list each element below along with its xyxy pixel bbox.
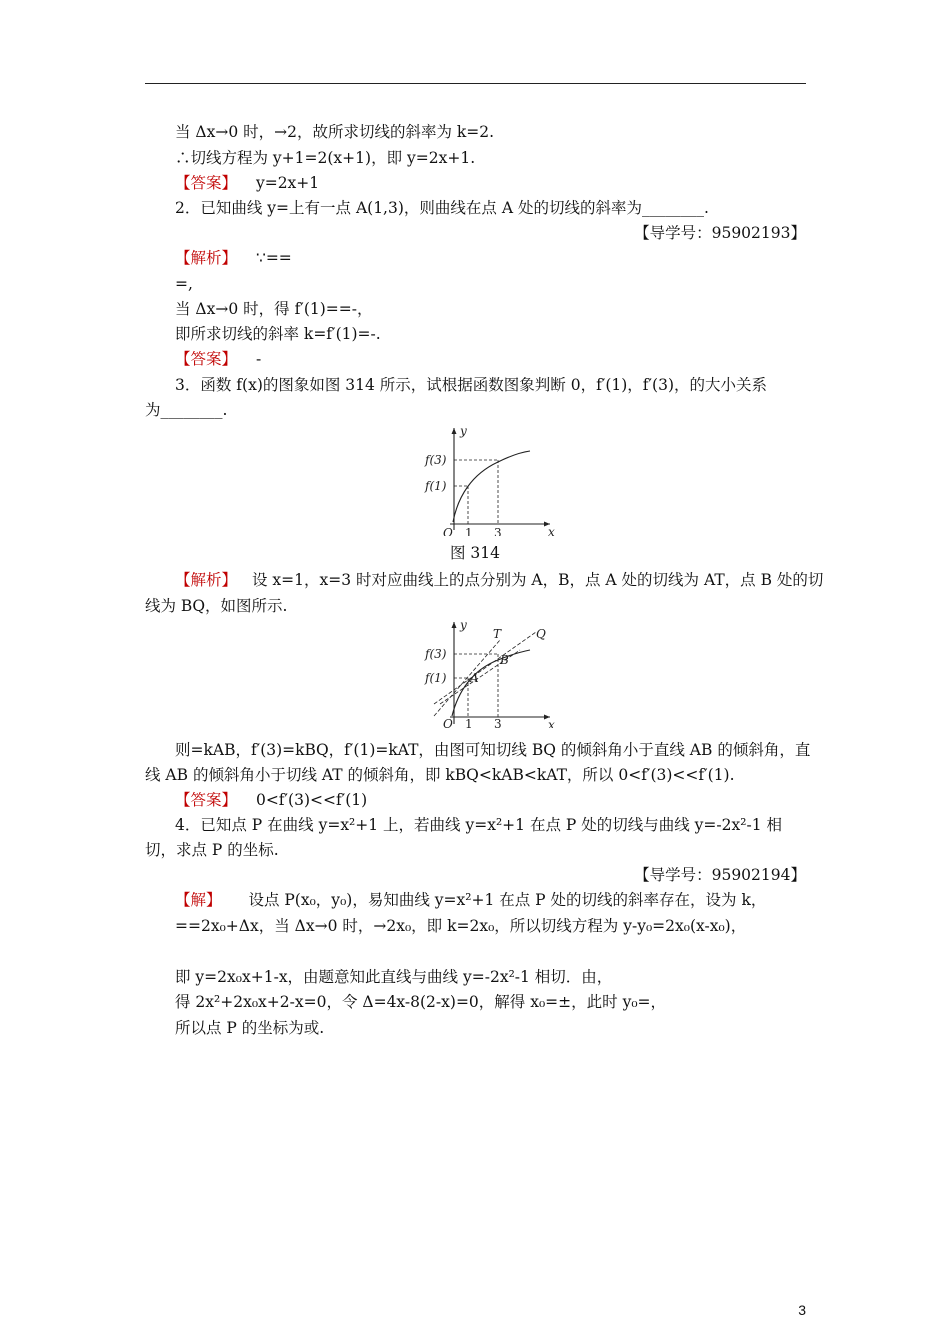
point-A-label: A [470,671,479,685]
f3-label: f(3) [425,647,447,661]
line-16: 线 AB 的倾斜角小于切线 AT 的倾斜角，即 kBQ<kAB<kAT，所以 0<f′(3)<<f′(1). [145,766,735,784]
solution-4 [175,890,766,910]
y-axis-label: y [460,424,467,438]
point-T-label: T [493,627,502,641]
question-4: 4．已知点 P 在曲线 y=x²+1 上，若曲线 y=x²+1 在点 P 处的切线与曲线 y=-2x²-1 相 [175,816,782,834]
answer-tag: 【答案】 [175,174,238,192]
line-1: 当 Δx→0 时，→2，故所求切线的斜率为 k=2. [175,123,495,141]
x-axis-label: x [548,525,555,536]
origin-label: O [443,526,453,536]
line-14: 线为 BQ，如图所示. [145,597,288,615]
f3-label: f(3) [425,453,447,467]
question-3-cont: 为________. [145,401,228,419]
answer-tag: 【答案】 [175,350,238,368]
question-3: 3．函数 f(x)的图象如图 314 所示，试根据函数图象判断 0，f′(1)，f′(3)，的大小关系 [175,376,768,394]
point-Q-label: Q [536,627,546,641]
header-rule [145,83,806,84]
analysis-text: ∵== [255,249,292,267]
function-curve [453,451,530,522]
analysis-tag: 【解析】 [175,571,238,589]
solution-tag: 【解】 [175,891,222,909]
f1-label: f(1) [425,671,447,685]
tick-3: 3 [494,717,502,728]
answer-text: 0<f′(3)<<f′(1) [255,791,368,809]
analysis-text: 设 x=1，x=3 时对应曲线上的点分别为 A，B，点 A 处的切线为 AT，点 B 处的切 [251,571,824,589]
y-axis-arrow [452,622,457,628]
figure-caption: 图 314 [449,544,500,562]
question-2: 2．已知曲线 y=上有一点 A(1,3)，则曲线在点 A 处的切线的斜率为________. [175,199,709,217]
solution-text: 设点 P(x₀，y₀)，易知曲线 y=x²+1 在点 P 处的切线的斜率存在，设为 k， [248,891,767,909]
line-24: 得 2x²+2x₀x+2-x=0，令 Δ=4x-8(2-x)=0，解得 x₀=±，此时 y₀=， [175,993,667,1011]
y-axis-label: y [460,618,467,632]
guide-number-2: 【导学号：95902194】 [634,866,806,884]
y-axis-arrow [452,428,457,434]
tangent-BQ [434,632,536,704]
answer-2 [175,349,261,369]
line-25: 所以点 P 的坐标为或. [175,1019,325,1037]
analysis-tag: 【解析】 [175,249,238,267]
answer-tag: 【答案】 [175,791,238,809]
page-number: 3 [798,1302,806,1318]
answer-text: y=2x+1 [255,174,320,192]
f1-label: f(1) [425,479,447,493]
origin-label: O [443,717,453,728]
line-7: =, [175,275,193,293]
figure-tangents [420,618,560,728]
line-9: 即所求切线的斜率 k=f′(1)=-. [175,325,381,343]
analysis-3 [175,570,823,590]
answer-1 [175,173,319,193]
line-15: 则=kAB，f′(3)=kBQ，f′(1)=kAT，由图可知切线 BQ 的倾斜角小于直线 AB 的倾斜角，直 [175,741,811,759]
tick-3: 3 [494,526,502,536]
figure-314 [420,424,560,536]
x-axis-label: x [548,718,555,728]
point-B-label: B [500,653,509,667]
guide-number-1: 【导学号：95902193】 [634,224,806,242]
line-2: ∴切线方程为 y+1=2(x+1)，即 y=2x+1. [175,149,476,167]
question-4-cont: 切，求点 P 的坐标. [145,841,279,859]
tick-1: 1 [465,526,473,536]
line-8: 当 Δx→0 时，得 f′(1)==-， [175,300,373,318]
line-22: ==2x₀+Δx，当 Δx→0 时，→2x₀，即 k=2x₀，所以切线方程为 y-y₀=2x₀(x-x₀)， [175,917,747,935]
answer-text: - [255,350,262,368]
analysis-2 [175,248,292,268]
answer-3 [175,790,367,810]
tick-1: 1 [465,717,473,728]
line-23: 即 y=2x₀x+1-x，由题意知此直线与曲线 y=-2x²-1 相切．由， [175,968,613,986]
